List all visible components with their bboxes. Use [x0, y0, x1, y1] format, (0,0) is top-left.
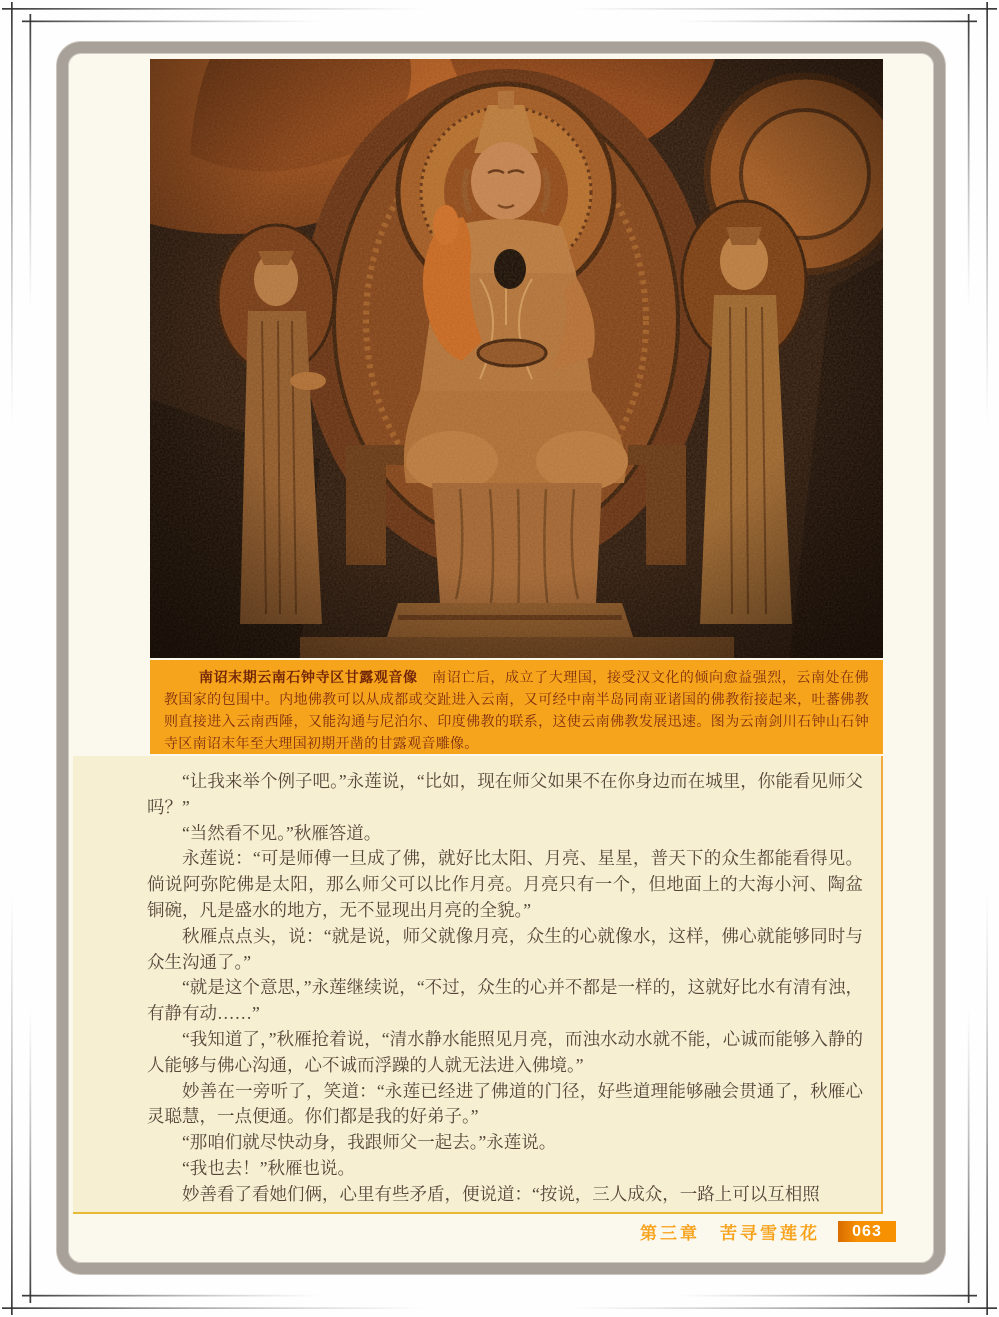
paragraph: “当然看不见。”秋雁答道。: [182, 822, 382, 843]
paragraph: “那咱们就尽快动身，我跟师父一起去。”永莲说。: [182, 1132, 557, 1153]
paragraph: 永莲说：“可是师傅一旦成了佛，就好比太阳、月亮、星星，普天下的众生都能看得见。倘说阿弥陀佛是太阳，那么师父可以比作月亮。月亮只有一个，但地面上的大海小河、陶盆铜碗，凡是盛水的地方，无不显现出月亮的全貌。”: [147, 848, 863, 920]
story-text: [147, 769, 863, 1208]
caption-body: 南诏亡后，成立了大理国，接受汉文化的倾向愈益强烈，云南处在佛教国家的包围中。内地佛教可以从成都或交趾进入云南，又可经中南半岛同南亚诸国的佛教衔接起来，吐蕃佛教则直接进入云南西陲，又能沟通与尼泊尔、印度佛教的联系，这使云南佛教发展迅速。图为云南剑川石钟山石钟寺区南诏末年至大理国初期开凿的甘露观音雕像。: [164, 671, 869, 752]
paragraph: “让我来举个例子吧。”永莲说，“比如，现在师父如果不在你身边而在城里，你能看见师父吗？”: [147, 771, 863, 817]
paragraph: 秋雁点点头，说：“就是说，师父就像月亮，众生的心就像水，这样，佛心就能够同时与众生沟通了。”: [147, 925, 863, 972]
statue-illustration: [150, 59, 883, 658]
paragraph: “就是这个意思，”永莲继续说，“不过，众生的心并不都是一样的，这就好比水有清有浊，有静有动……”: [147, 977, 863, 1024]
photo-caption-text: [164, 668, 869, 756]
page-number-badge: 063: [838, 1221, 896, 1242]
page-footer: [640, 1220, 896, 1242]
photo-caption-panel: [150, 660, 883, 754]
paragraph: 妙善在一旁听了，笑道：“永莲已经进了佛道的门径，好些道理能够融会贯通了，秋雁心灵聪慧，一点便通。你们都是我的好弟子。”: [147, 1080, 863, 1127]
chapter-title: 第三章 苦寻雪莲花: [640, 1223, 820, 1243]
book-page: [57, 42, 945, 1274]
body-text-zone: [73, 756, 883, 1214]
paragraph: 妙善看了看她们俩，心里有些矛盾，便说道：“按说，三人成众，一路上可以互相照: [182, 1183, 820, 1204]
paragraph: “我知道了，”秋雁抢着说，“清水静水能照见月亮，而浊水动水就不能，心诚而能够入静的人能够与佛心沟通，心不诚而浮躁的人就无法进入佛境。”: [147, 1028, 863, 1075]
paragraph: “我也去！”秋雁也说。: [182, 1157, 356, 1178]
guanyin-statue-photo: [150, 59, 883, 658]
caption-title: 南诏末期云南石钟寺区甘露观音像: [199, 671, 418, 686]
